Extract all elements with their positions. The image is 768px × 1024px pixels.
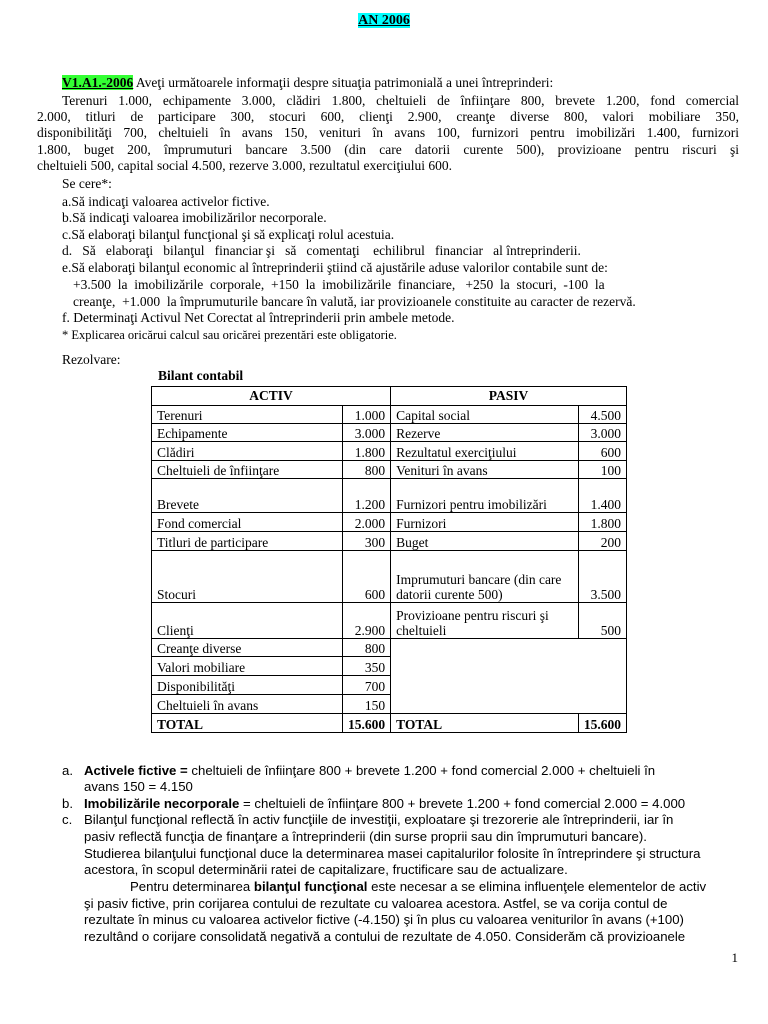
activ-header: ACTIV	[152, 387, 391, 406]
balance-table	[151, 386, 627, 733]
answer-b: Imobilizările necorporale = cheltuieli de înfiinţare 800 + brevete 1.200 + fond comercial 2.000 = 4.000	[84, 796, 686, 811]
answer-a-cont: avans 150 = 4.150	[84, 779, 193, 794]
resolution-label: Rezolvare:	[62, 352, 121, 367]
answer-a-marker: a.	[62, 763, 73, 778]
intro-line-1: 2.000, titluri de participare 300, stocuri 600, clienţi 2.900, creanţe diverse 800, valori mobiliare 350,	[37, 109, 739, 124]
page-number: 1	[731, 950, 738, 965]
empty-pasiv-cell	[391, 639, 627, 714]
balance-title: Bilant contabil	[158, 368, 244, 383]
page-title: AN 2006	[358, 13, 410, 28]
table-row: Brevete 1.200 Furnizori pentru imobilizări 1.400	[152, 479, 627, 513]
answer-c-line: Bilanţul funcţional reflectă în activ funcţiile de investiţii, exploatare şi trezorerie ale întreprinderii, iar în	[84, 812, 674, 827]
table-row: Valori mobiliare 350	[152, 657, 627, 676]
table-row: Clienţi 2.900 Provizioane pentru riscuri şi cheltuieli 500	[152, 603, 627, 639]
answer-a: Activele fictive = cheltuieli de înfiinţare 800 + brevete 1.200 + fond comercial 2.000 + cheltuieli în	[84, 763, 656, 778]
table-row: Echipamente 3.000 Rezerve 3.000	[152, 424, 627, 442]
answer-c-p2-line: rezultând o corijare consolidată negativă a contului de rezultate de 4.050. Considerăm că provizioanele	[84, 929, 686, 944]
answer-c-line: Studierea bilanţului funcţional duce la determinarea masei capitalurilor folosite în întreprindere şi structura	[84, 846, 701, 861]
table-row: Creanţe diverse 800	[152, 639, 627, 657]
requirement-e-line1: e.Să elaboraţi bilanţul economic al întreprinderii ştiind că ajustările aduse valorilor contabile sunt de:	[62, 260, 608, 275]
requirements-header: Se cere*:	[62, 176, 112, 191]
requirement-b: b.Să indicaţi valoarea imobilizărilor necorporale.	[62, 210, 327, 225]
intro-line-2: disponibilităţi 700, cheltuieli în avans 150, venituri în avans 100, furnizori pentru imobilizări 1.400, furnizori	[37, 125, 739, 140]
requirement-e-line2: +3.500 la imobilizările corporale, +150 la imobilizările financiare, +250 la stocuri, -100 la	[73, 277, 605, 292]
requirement-f: f. Determinaţi Activul Net Corectat al întreprinderii prin ambele metode.	[62, 310, 455, 325]
answer-c-line: acestora, în scopul determinării ratei de capitalizare, fructificare sau de actualizare.	[84, 862, 568, 877]
answer-c-line: pasiv reflectă funcţia de finanţare a întreprinderii (din surse proprii sau din împrumuturi bancare).	[84, 829, 647, 844]
total-row	[152, 714, 627, 733]
intro-line-0: Terenuri 1.000, echipamente 3.000, clădiri 1.800, cheltuieli de înfiinţare 800, brevete 1.200, fond comercial	[62, 93, 739, 108]
requirement-c: c.Să elaboraţi bilanţul funcţional şi să explicaţi rolul acestuia.	[62, 227, 395, 242]
table-row: Stocuri 600 Imprumuturi bancare (din care datorii curente 500) 3.500	[152, 551, 627, 603]
answer-c-p2-line: rezultate în minus cu valoarea activelor fictive (-4.150) şi în plus cu valoarea veniturilor în avans (+100)	[84, 912, 684, 927]
requirement-d: d. Să elaboraţi bilanţul financiar şi să comentaţi echilibrul financiar al întreprinderii.	[62, 243, 581, 258]
requirement-a: a.Să indicaţi valoarea activelor fictive.	[62, 194, 270, 209]
intro-heading: V1.A1.-2006 Aveţi următoarele informaţii despre situaţia patrimonială a unei întreprinderi:	[62, 75, 554, 90]
table-row: Cheltuieli în avans 150	[152, 695, 627, 714]
total-pasiv-label: TOTAL	[391, 714, 579, 733]
table-row: Terenuri 1.000 Capital social 4.500	[152, 406, 627, 424]
requirement-e-line3: creanţe, +1.000 la împrumuturile bancare în valută, iar provizioanele constituite au caracter de rezervă.	[73, 294, 636, 309]
table-row: Fond comercial 2.000 Furnizori 1.800	[152, 513, 627, 532]
answer-c-paragraph2: Pentru determinarea bilanţul funcţional este necesar a se elimina influenţele elementelor de activ	[130, 879, 707, 894]
total-activ-value: 15.600	[343, 714, 391, 733]
answer-b-marker: b.	[62, 796, 73, 811]
answer-c-p2-line: şi pasiv fictive, prin corijarea contului de rezultate cu valoarea acestora. Astfel, se va corija contul de	[84, 896, 668, 911]
pasiv-header: PASIV	[391, 387, 627, 406]
total-activ-label: TOTAL	[152, 714, 343, 733]
table-row: Clădiri 1.800 Rezultatul exerciţiului 600	[152, 442, 627, 461]
requirements-note: * Explicarea oricărui calcul sau oricărei prezentări este obligatorie.	[62, 328, 397, 342]
intro-line-4: cheltuieli 500, capital social 4.500, rezerve 3.000, rezultatul exerciţiului 600.	[37, 158, 452, 173]
problem-tag: V1.A1.-2006	[62, 75, 134, 90]
table-row: Cheltuieli de înfiinţare 800 Venituri în avans 100	[152, 461, 627, 479]
total-pasiv-value: 15.600	[578, 714, 626, 733]
answer-c-marker: c.	[62, 812, 73, 827]
table-row: Disponibilităţi 700	[152, 676, 627, 695]
table-row: Titluri de participare 300 Buget 200	[152, 532, 627, 551]
intro-line-3: 1.800, buget 200, împrumuturi bancare 3.500 (din care datorii curente 500), provizioane pentru riscuri şi	[37, 142, 739, 157]
table-header-row	[152, 387, 627, 406]
